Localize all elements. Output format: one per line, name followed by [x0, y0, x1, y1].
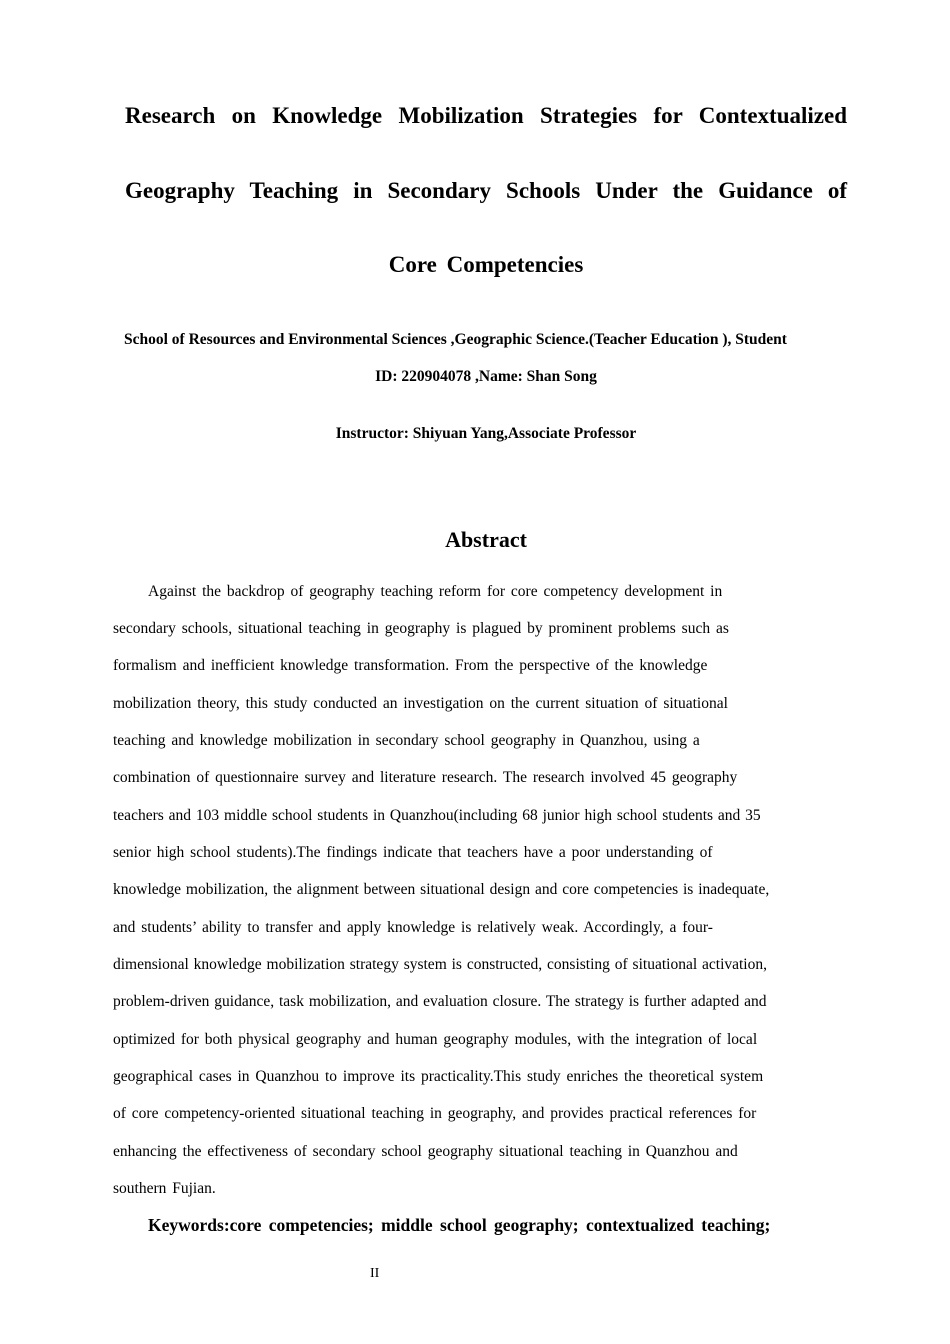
abstract-line: southern Fujian.: [113, 1180, 216, 1197]
instructor-line: Instructor: Shiyuan Yang,Associate Professor: [335, 425, 637, 442]
page-number: II: [370, 1266, 380, 1281]
abstract-line: and students’ ability to transfer and apply knowledge is relatively weak. Accordingly, a four-: [113, 919, 713, 936]
abstract-line: combination of questionnaire survey and literature research. The research involved 45 geography: [113, 769, 738, 786]
title-line-2: Geography Teaching in Secondary Schools Under the Guidance of: [125, 178, 847, 203]
abstract-line: Against the backdrop of geography teaching reform for core competency development in: [148, 583, 723, 600]
title-line-3: Core Competencies: [388, 252, 584, 277]
author-id-name: ID: 220904078 ,Name: Shan Song: [375, 368, 597, 385]
abstract-line: mobilization theory, this study conducted an investigation on the current situation of situational: [113, 695, 728, 712]
abstract-line: geographical cases in Quanzhou to improve its practicality.This study enriches the theoretical system: [113, 1068, 764, 1085]
abstract-line: enhancing the effectiveness of secondary school geography situational teaching in Quanzhou and: [113, 1143, 738, 1160]
keywords-line: Keywords:core competencies; middle school geography; contextualized teaching;: [148, 1215, 771, 1235]
abstract-line: optimized for both physical geography and human geography modules, with the integration of local: [113, 1031, 758, 1048]
title-line-1: Research on Knowledge Mobilization Strategies for Contextualized: [125, 103, 847, 128]
abstract-line: teachers and 103 middle school students in Quanzhou(including 68 junior high school students and 35: [113, 807, 761, 824]
abstract-line: of core competency-oriented situational teaching in geography, and provides practical references for: [113, 1105, 757, 1122]
author-affiliation: School of Resources and Environmental Sciences ,Geographic Science.(Teacher Education ), Student: [124, 331, 787, 348]
abstract-heading: Abstract: [445, 527, 527, 552]
abstract-line: teaching and knowledge mobilization in secondary school geography in Quanzhou, using a: [113, 732, 700, 749]
abstract-line: formalism and inefficient knowledge transformation. From the perspective of the knowledge: [113, 657, 708, 674]
abstract-line: knowledge mobilization, the alignment between situational design and core competencies is inadequate,: [113, 881, 770, 898]
abstract-line: senior high school students).The findings indicate that teachers have a poor understanding of: [113, 844, 713, 861]
abstract-line: secondary schools, situational teaching in geography is plagued by prominent problems such as: [113, 620, 729, 637]
abstract-line: problem-driven guidance, task mobilization, and evaluation closure. The strategy is further adapted and: [113, 993, 767, 1010]
abstract-line: dimensional knowledge mobilization strategy system is constructed, consisting of situational activation,: [113, 956, 767, 973]
